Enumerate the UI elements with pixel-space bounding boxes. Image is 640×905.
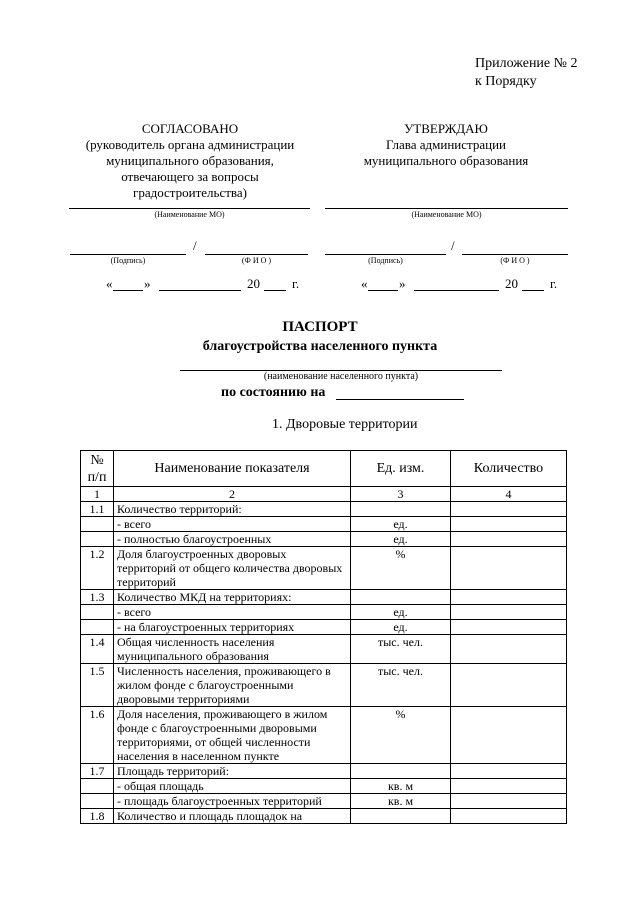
row-num — [81, 779, 114, 794]
as-of-label: по состоянию на — [221, 385, 326, 400]
row-unit — [351, 502, 451, 517]
row-name: Количество и площадь площадок на — [114, 809, 351, 824]
row-qty[interactable] — [451, 590, 567, 605]
table-row — [81, 635, 567, 664]
row-num — [81, 517, 114, 532]
row-num — [81, 532, 114, 547]
approval-left-line: отвечающего за вопросы — [121, 169, 259, 184]
name-mo-line-left — [69, 208, 310, 209]
table-row — [81, 590, 567, 605]
name-mo-caption-right: (Наименование МО) — [411, 210, 482, 219]
table-row — [81, 517, 567, 532]
row-num: 1.8 — [81, 809, 114, 824]
row-unit: кв. м — [351, 794, 451, 809]
header-qty: Количество — [451, 451, 567, 487]
signature-caption-left: (Подпись) — [110, 256, 146, 265]
row-num — [81, 620, 114, 635]
index-cell: 2 — [114, 487, 351, 502]
row-qty[interactable] — [451, 707, 567, 764]
header-num: № п/п — [81, 451, 114, 487]
row-num: 1.7 — [81, 764, 114, 779]
row-name: - на благоустроенных территориях — [114, 620, 351, 635]
settlement-caption: (наименование населенного пункта) — [263, 371, 419, 382]
month-line-left — [159, 290, 241, 291]
table-row — [81, 794, 567, 809]
row-num: 1.6 — [81, 707, 114, 764]
passport-title: ПАСПОРТ — [282, 319, 358, 335]
row-name: Доля населения, проживающего в жилом фонде с благоустроенными дворовыми территориями, от общей численности населения в населенном пункте — [114, 707, 351, 764]
approval-right-line: муниципального образования — [363, 153, 529, 168]
row-name: - полностью благоустроенных — [114, 532, 351, 547]
approval-left-line: муниципального образования, — [106, 153, 274, 168]
day-line-right — [368, 290, 398, 291]
row-qty[interactable] — [451, 664, 567, 707]
table-row — [81, 547, 567, 590]
date-open-quote-left: « — [106, 276, 113, 291]
passport-subtitle: благоустройства населенного пункта — [202, 339, 438, 354]
table-row — [81, 502, 567, 517]
row-num — [81, 794, 114, 809]
name-mo-line-right — [325, 208, 568, 209]
index-cell: 3 — [351, 487, 451, 502]
row-unit: % — [351, 547, 451, 590]
row-unit: тыс. чел. — [351, 664, 451, 707]
row-unit: ед. — [351, 517, 451, 532]
signature-line-right — [325, 254, 446, 255]
slash-right: / — [451, 238, 455, 253]
row-unit: ед. — [351, 620, 451, 635]
index-cell: 4 — [451, 487, 567, 502]
row-qty[interactable] — [451, 620, 567, 635]
year-line-left — [264, 290, 286, 291]
approval-right-line: Глава администрации — [385, 137, 506, 152]
month-line-right — [414, 290, 499, 291]
row-name: Доля благоустроенных дворовых территорий от общего количества дворовых территорий — [114, 547, 351, 590]
section-title: 1. Дворовые территории — [272, 417, 418, 432]
row-num: 1.1 — [81, 502, 114, 517]
row-name: Количество МКД на территориях: — [114, 590, 351, 605]
row-unit: % — [351, 707, 451, 764]
row-name: - общая площадь — [114, 779, 351, 794]
row-num — [81, 605, 114, 620]
table-index-row — [81, 487, 567, 502]
signature-caption-right: (Подпись) — [368, 256, 403, 265]
year-prefix-right: 20 — [505, 276, 518, 291]
row-qty[interactable] — [451, 547, 567, 590]
row-name: - всего — [114, 517, 351, 532]
row-unit: кв. м — [351, 779, 451, 794]
appendix-note — [475, 55, 578, 91]
year-suffix-left: г. — [292, 276, 300, 291]
name-mo-caption-left: (Наименование МО) — [154, 210, 225, 219]
row-qty[interactable] — [451, 809, 567, 824]
row-unit: ед. — [351, 532, 451, 547]
row-name: Общая численность населения муниципального образования — [114, 635, 351, 664]
fio-caption-right: (Ф И О ) — [500, 256, 530, 265]
row-num: 1.3 — [81, 590, 114, 605]
year-prefix-left: 20 — [247, 276, 260, 291]
date-close-quote-left: » — [144, 276, 151, 291]
appendix-line-2: к Порядку — [475, 74, 537, 89]
fio-line-right — [462, 254, 568, 255]
slash-left: / — [193, 238, 197, 253]
row-name: - площадь благоустроенных территорий — [114, 794, 351, 809]
fio-caption-left: (Ф И О ) — [241, 256, 272, 265]
row-name: Площадь территорий: — [114, 764, 351, 779]
header-name: Наименование показателя — [114, 451, 351, 487]
table-row — [81, 664, 567, 707]
year-line-right — [522, 290, 544, 291]
row-unit — [351, 590, 451, 605]
table-row — [81, 707, 567, 764]
row-num: 1.5 — [81, 664, 114, 707]
approval-left-title: СОГЛАСОВАНО — [141, 121, 239, 136]
approval-right-block — [330, 121, 562, 169]
as-of-date-line — [336, 399, 464, 400]
row-name: Численность населения, проживающего в жилом фонде с благоустроенными дворовыми территориями — [114, 664, 351, 707]
appendix-line-1: Приложение № 2 — [475, 56, 578, 71]
row-name: Количество территорий: — [114, 502, 351, 517]
index-cell: 1 — [81, 487, 114, 502]
row-qty[interactable] — [451, 605, 567, 620]
signature-line-left — [70, 254, 186, 255]
row-num: 1.2 — [81, 547, 114, 590]
row-unit — [351, 764, 451, 779]
header-unit: Ед. изм. — [351, 451, 451, 487]
row-qty[interactable] — [451, 532, 567, 547]
year-suffix-right: г. — [550, 276, 558, 291]
row-qty[interactable] — [451, 779, 567, 794]
date-close-quote-right: » — [399, 276, 406, 291]
approval-right-title: УТВЕРЖДАЮ — [404, 121, 488, 136]
table-row — [81, 779, 567, 794]
row-unit — [351, 809, 451, 824]
date-open-quote-right: « — [361, 276, 368, 291]
table-row — [81, 809, 567, 824]
row-qty[interactable] — [451, 517, 567, 532]
row-qty[interactable] — [451, 635, 567, 664]
approval-left-block — [70, 121, 310, 201]
row-qty[interactable] — [451, 794, 567, 809]
table-row — [81, 764, 567, 779]
table-row — [81, 532, 567, 547]
row-unit: ед. — [351, 605, 451, 620]
row-unit: тыс. чел. — [351, 635, 451, 664]
table-row — [81, 620, 567, 635]
approval-left-line: (руководитель органа администрации — [85, 137, 295, 152]
row-name: - всего — [114, 605, 351, 620]
day-line-left — [113, 290, 143, 291]
row-qty[interactable] — [451, 502, 567, 517]
row-qty[interactable] — [451, 764, 567, 779]
row-num: 1.4 — [81, 635, 114, 664]
table-row — [81, 605, 567, 620]
passport-table — [80, 450, 567, 824]
table-header-row — [81, 451, 567, 487]
fio-line-left — [205, 254, 308, 255]
approval-left-line: градостроительства) — [133, 185, 247, 200]
